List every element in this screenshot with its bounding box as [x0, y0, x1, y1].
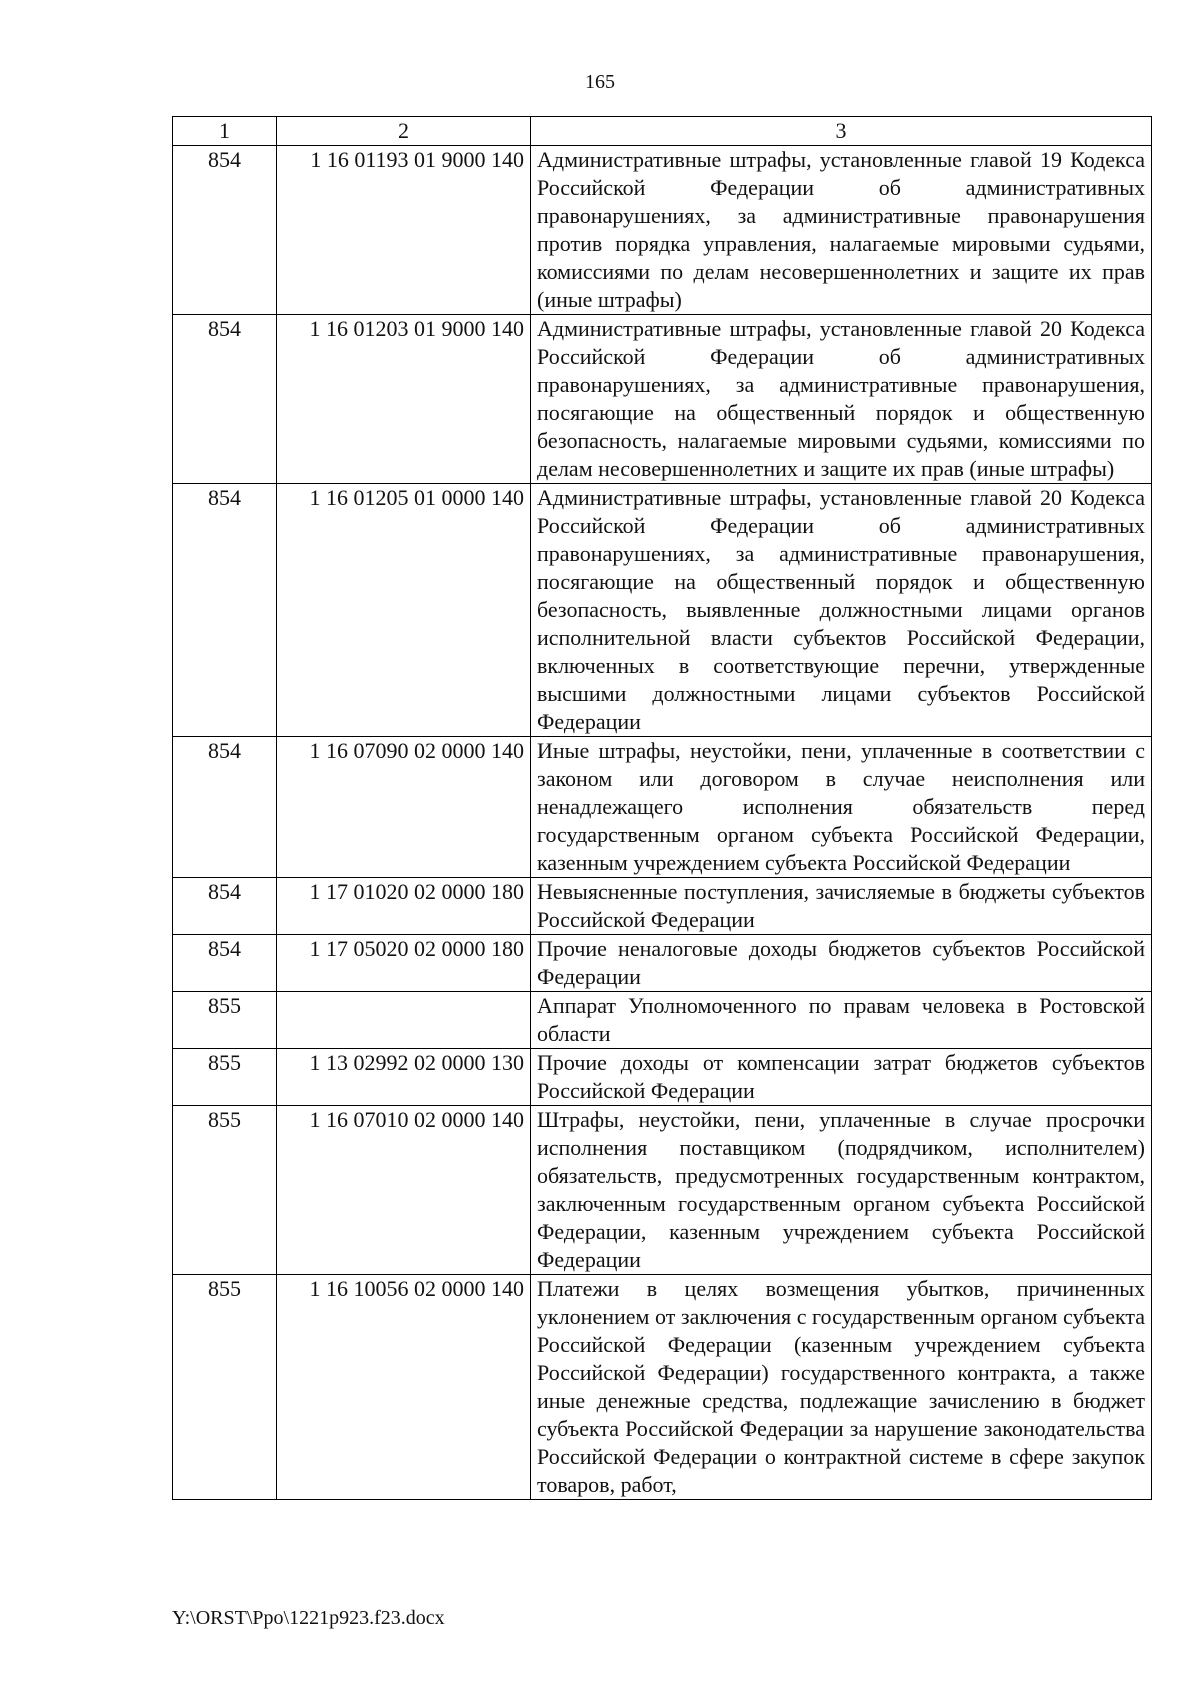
admin-code-cell: 854 [173, 737, 277, 878]
table-row [173, 737, 1152, 878]
description-cell: Аппарат Уполномоченного по правам человека в Ростовской области [531, 992, 1152, 1049]
column-header-2: 2 [277, 117, 531, 146]
table-row [173, 935, 1152, 992]
description-cell: Административные штрафы, установленные главой 20 Кодекса Российской Федерации об административных правонарушениях, за административные правонарушения, посягающие на общественный порядок и общественную безопасность, налагаемые мировыми судьями, комиссиями по делам несовершеннолетних и защите их прав (иные штрафы) [531, 315, 1152, 484]
admin-code-cell: 855 [173, 992, 277, 1049]
description-cell: Прочие доходы от компенсации затрат бюджетов субъектов Российской Федерации [531, 1049, 1152, 1106]
table-body [173, 117, 1152, 1500]
budget-code-cell: 1 16 07010 02 0000 140 [277, 1106, 531, 1275]
table-row [173, 1049, 1152, 1106]
budget-code-cell: 1 16 10056 02 0000 140 [277, 1275, 531, 1500]
admin-code-cell: 855 [173, 1275, 277, 1500]
budget-code-cell: 1 17 05020 02 0000 180 [277, 935, 531, 992]
budget-code-cell: 1 16 07090 02 0000 140 [277, 737, 531, 878]
table-row [173, 992, 1152, 1049]
table-row [173, 1106, 1152, 1275]
description-cell: Прочие неналоговые доходы бюджетов субъектов Российской Федерации [531, 935, 1152, 992]
description-cell: Административные штрафы, установленные главой 19 Кодекса Российской Федерации об административных правонарушениях, за административные правонарушения против порядка управления, налагаемые мировыми судьями, комиссиями по делам несовершеннолетних и защите их прав (иные штрафы) [531, 146, 1152, 315]
table-row [173, 146, 1152, 315]
admin-code-cell: 855 [173, 1106, 277, 1275]
table-header-row [173, 117, 1152, 146]
page-number: 165 [585, 71, 615, 93]
admin-code-cell: 854 [173, 315, 277, 484]
description-cell: Иные штрафы, неустойки, пени, уплаченные в соответствии с законом или договором в случае неисполнения или ненадлежащего исполнения обязательств перед государственным органом субъекта Российской Федерации, казенным учреждением субъекта Российской Федерации [531, 737, 1152, 878]
table-row [173, 315, 1152, 484]
column-header-1: 1 [173, 117, 277, 146]
budget-code-cell: 1 17 01020 02 0000 180 [277, 878, 531, 935]
description-cell: Платежи в целях возмещения убытков, причиненных уклонением от заключения с государственным органом субъекта Российской Федерации (казенным учреждением субъекта Российской Федерации) государственного контракта, а также иные денежные средства, подлежащие зачислению в бюджет субъекта Российской Федерации за нарушение законодательства Российской Федерации о контрактной системе в сфере закупок товаров, работ, [531, 1275, 1152, 1500]
description-cell: Невыясненные поступления, зачисляемые в бюджеты субъектов Российской Федерации [531, 878, 1152, 935]
admin-code-cell: 854 [173, 146, 277, 315]
budget-code-cell: 1 16 01203 01 9000 140 [277, 315, 531, 484]
admin-code-cell: 854 [173, 484, 277, 737]
description-cell: Административные штрафы, установленные главой 20 Кодекса Российской Федерации об административных правонарушениях, за административные правонарушения, посягающие на общественный порядок и общественную безопасность, выявленные должностными лицами органов исполнительной власти субъектов Российской Федерации, включенных в соответствующие перечни, утвержденные высшими должностными лицами субъектов Российской Федерации [531, 484, 1152, 737]
budget-code-cell: 1 16 01205 01 0000 140 [277, 484, 531, 737]
footer-file-path: Y:\ORST\Ppo\1221p923.f23.docx [172, 1607, 445, 1629]
admin-code-cell: 854 [173, 878, 277, 935]
table-row [173, 878, 1152, 935]
budget-code-cell: 1 13 02992 02 0000 130 [277, 1049, 531, 1106]
budget-code-cell [277, 992, 531, 1049]
budget-code-cell: 1 16 01193 01 9000 140 [277, 146, 531, 315]
table-row [173, 1275, 1152, 1500]
table-row [173, 484, 1152, 737]
budget-codes-table [172, 116, 1152, 1500]
admin-code-cell: 854 [173, 935, 277, 992]
column-header-3: 3 [531, 117, 1152, 146]
admin-code-cell: 855 [173, 1049, 277, 1106]
description-cell: Штрафы, неустойки, пени, уплаченные в случае просрочки исполнения поставщиком (подрядчиком, исполнителем) обязательств, предусмотренных государственным контрактом, заключенным государственным органом субъекта Российской Федерации, казенным учреждением субъекта Российской Федерации [531, 1106, 1152, 1275]
